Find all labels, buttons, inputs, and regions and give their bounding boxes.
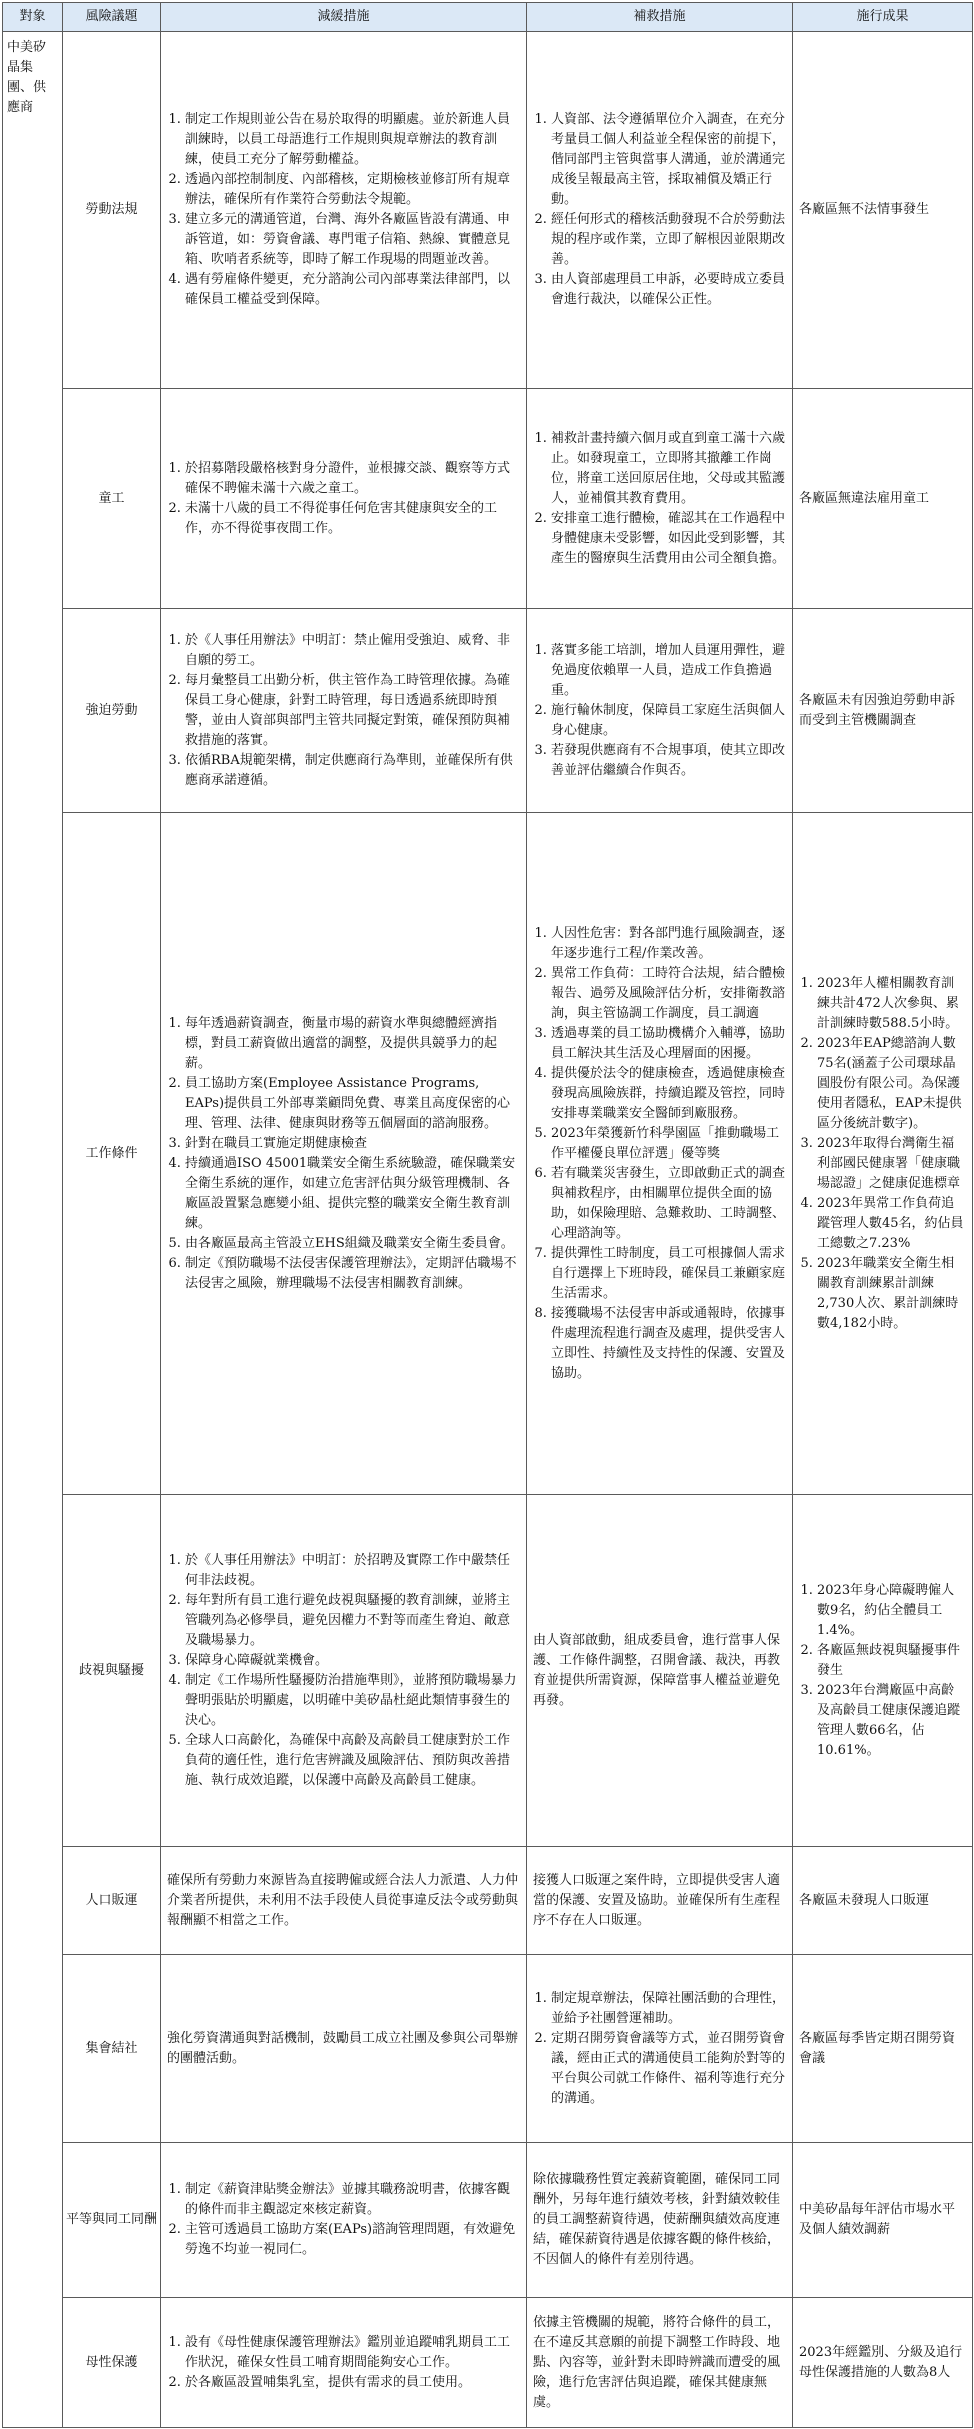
list-item: 3. 依循RBA規範架構，制定供應商行為準則，並確保所有供應商承諾遵循。 <box>185 751 520 791</box>
list-item: 1. 落實多能工培訓，增加人員運用彈性，避免過度依賴單一人員，造成工作負擔過重。 <box>551 641 786 701</box>
list-item: 1. 人資部、法令遵循單位介入調查，在充分考量員工個人利益並全程保密的前提下，偕同部門主管與當事人溝通，並於溝通完成後呈報最高主管，採取補償及矯正行動。 <box>551 110 786 210</box>
list-item: 3. 若發現供應商有不合規事項，使其立即改善並評估繼續合作與否。 <box>551 741 786 781</box>
table-row <box>3 609 973 813</box>
list-item: 2. 每年對所有員工進行避免歧視與騷擾的教育訓練，並將主管職列為必修學員，避免因權力不對等而產生脅迫、敵意及職場暴力。 <box>185 1591 520 1651</box>
mitigation-cell <box>161 609 527 813</box>
table-row <box>3 32 973 389</box>
list-item: 2. 定期召開勞資會議等方式，並召開勞資會議，經由正式的溝通使員工能夠於對等的平台與公司就工作條件、福利等進行充分的溝通。 <box>551 2029 786 2109</box>
list-item: 4. 提供優於法令的健康檢查，透過健康檢查發現高風險族群，持續追蹤及管控，同時安排專業職業安全醫師到廠服務。 <box>551 1064 786 1124</box>
list-item: 2. 未滿十八歲的員工不得從事任何危害其健康與安全的工作，亦不得從事夜間工作。 <box>185 499 520 539</box>
result-text: 中美矽晶每年評估市場水平及個人績效調薪 <box>799 2202 956 2237</box>
remediation-text: 依據主管機關的規範，將符合條件的員工，在不違反其意願的前提下調整工作時段、地點、內容等，並針對未即時辨識而遭受的風險，進行危害評估與追蹤，確保其健康無虞。 <box>533 2314 781 2410</box>
mitigation-cell <box>161 1847 527 1955</box>
list-item: 2. 安排童工進行體檢，確認其在工作過程中身體健康未受影響，如因此受到影響，其產生的醫療與生活費用由公司全額負擔。 <box>551 509 786 569</box>
result-text: 各廠區無違法雇用童工 <box>799 490 930 506</box>
list-item: 1. 2023年人權相關教育訓練共計472人次參與、累計訓練時數588.5小時。 <box>817 974 966 1034</box>
remediation-text: 由人資部啟動，組成委員會，進行當事人保護、工作條件調整，召開會議、裁決，再教育並提供所需資源，保障當事人權益並避免再發。 <box>533 1632 781 1708</box>
table-row <box>3 1847 973 1955</box>
list-item: 2. 2023年EAP總諮詢人數75名(涵蓋子公司環球晶圓股份有限公司。為保護使用者隱私，EAP未提供區分後統計數字)。 <box>817 1034 966 1134</box>
remediation-cell <box>527 32 793 389</box>
list-item: 1. 設有《母性健康保護管理辦法》鑑別並追蹤哺乳期員工工作狀況，確保女性員工哺育期間能夠安心工作。 <box>185 2333 520 2373</box>
result-text: 各廠區無不法情事發生 <box>799 202 930 217</box>
list-item: 2. 主管可透過員工協助方案(EAPs)諮詢管理問題，有效避免勞逸不均並一視同仁。 <box>185 2220 520 2260</box>
header-risk-issue: 風險議題 <box>63 3 161 32</box>
list-item: 3. 2023年台灣廠區中高齡及高齡員工健康保護追蹤管理人數66名，佔10.61%。 <box>817 1681 966 1761</box>
list-item: 2. 施行輪休制度，保障員工家庭生活與個人身心健康。 <box>551 701 786 741</box>
list-item: 6. 若有職業災害發生，立即啟動正式的調查與補救程序，由相關單位提供全面的協助，如保險理賠、急難救助、工時調整、心理諮詢等。 <box>551 1164 786 1244</box>
risk-issue-cell: 人口販運 <box>63 1847 161 1955</box>
list-item: 7. 提供彈性工時制度，員工可根據個人需求自行選擇上下班時段，確保員工兼顧家庭生活需求。 <box>551 1244 786 1304</box>
remediation-cell <box>527 1495 793 1847</box>
list-item: 4. 遇有勞雇條件變更，充分諮詢公司內部專業法律部門，以確保員工權益受到保障。 <box>185 270 520 310</box>
list-item: 3. 由人資部處理員工申訴，必要時成立委員會進行裁決，以確保公正性。 <box>551 270 786 310</box>
list-item: 1. 制定工作規則並公告在易於取得的明顯處。並於新進人員訓練時，以員工母語進行工作規則與規章辦法的教育訓練，使員工充分了解勞動權益。 <box>185 110 520 170</box>
results-cell <box>793 2143 973 2298</box>
results-cell <box>793 2298 973 2428</box>
table-row <box>3 2298 973 2428</box>
table-row <box>3 389 973 609</box>
header-subject: 對象 <box>3 3 63 32</box>
header-remediation: 補救措施 <box>527 3 793 32</box>
list-item: 1. 於《人事任用辦法》中明訂：禁止僱用受強迫、威脅、非自願的勞工。 <box>185 631 520 671</box>
table-row <box>3 1955 973 2143</box>
risk-issue-cell: 歧視與騷擾 <box>63 1495 161 1847</box>
remediation-text: 接獲人口販運之案件時，立即提供受害人適當的保護、安置及協助。並確保所有生產程序不存在人口販運。 <box>533 1872 781 1928</box>
list-item: 4. 持續通過ISO 45001職業安全衛生系統驗證，確保職業安全衛生系統的運作，如建立危害評估與分級管理機制、各廠區設置緊急應變小組、提供完整的職業安全衛生教育訓練。 <box>185 1154 520 1234</box>
header-results: 施行成果 <box>793 3 973 32</box>
results-cell <box>793 1847 973 1955</box>
header-mitigation: 減緩措施 <box>161 3 527 32</box>
results-cell <box>793 1955 973 2143</box>
table-row <box>3 813 973 1495</box>
mitigation-cell <box>161 2298 527 2428</box>
mitigation-cell <box>161 389 527 609</box>
list-item: 1. 2023年身心障礙聘僱人數9名，約佔全體員工1.4%。 <box>817 1581 966 1641</box>
list-item: 1. 於招募階段嚴格核對身分證件，並根據交談、觀察等方式確保不聘僱未滿十六歲之童工。 <box>185 459 520 499</box>
list-item: 1. 人因性危害：對各部門進行風險調查，逐年逐步進行工程/作業改善。 <box>551 924 786 964</box>
remediation-cell <box>527 1955 793 2143</box>
remediation-text: 除依據職務性質定義薪資範圍，確保同工同酬外，另每年進行績效考核，針對績效較佳的員工調整薪資待遇，使薪酬與績效高度連結，確保薪資待遇是依據客觀的條件核給，不因個人的條件有差別待遇。 <box>533 2172 781 2267</box>
mitigation-text: 確保所有勞動力來源皆為直接聘僱或經合法人力派遣、人力仲介業者所提供，未利用不法手段使人員從事違反法令或勞動與報酬顯不相當之工作。 <box>167 1872 519 1928</box>
list-item: 3. 透過專業的員工協助機構介入輔導，協助員工解決其生活及心理層面的困擾。 <box>551 1024 786 1064</box>
list-item: 1. 制定規章辦法，保障社團活動的合理性，並給予社團營運補助。 <box>551 1989 786 2029</box>
table-row <box>3 2143 973 2298</box>
list-item: 5. 由各廠區最高主管設立EHS組織及職業安全衛生委員會。 <box>185 1234 520 1254</box>
list-item: 3. 針對在職員工實施定期健康檢查 <box>185 1134 520 1154</box>
list-item: 3. 建立多元的溝通管道，台灣、海外各廠區皆設有溝通、申訴管道，如：勞資會議、專門電子信箱、熱線、實體意見箱、吹哨者系統等，即時了解工作現場的問題並改善。 <box>185 210 520 270</box>
risk-issue-cell: 母性保護 <box>63 2298 161 2428</box>
remediation-cell <box>527 1847 793 1955</box>
human-rights-risk-table <box>2 2 973 2428</box>
table-header-row <box>3 3 973 32</box>
list-item: 2. 透過內部控制制度、內部稽核，定期檢核並修訂所有規章辦法，確保所有作業符合勞動法令規範。 <box>185 170 520 210</box>
result-text: 各廠區未發現人口販運 <box>799 1892 930 1908</box>
list-item: 8. 接獲職場不法侵害申訴或通報時，依據事件處理流程進行調查及處理，提供受害人立即性、持續性及支持性的保護、安置及協助。 <box>551 1304 786 1384</box>
list-item: 5. 2023年職業安全衛生相關教育訓練累計訓練2,730人次、累計訓練時數4,182小時。 <box>817 1254 966 1334</box>
mitigation-cell <box>161 32 527 389</box>
risk-issue-cell: 工作條件 <box>63 813 161 1495</box>
list-item: 3. 保障身心障礙就業機會。 <box>185 1651 520 1671</box>
list-item: 3. 2023年取得台灣衛生福利部國民健康署「健康職場認證」之健康促進標章 <box>817 1134 966 1194</box>
results-cell <box>793 1495 973 1847</box>
results-cell <box>793 32 973 389</box>
list-item: 1. 每年透過薪資調查，衡量市場的薪資水準與總體經濟指標，對員工薪資做出適當的調整，及提供具競爭力的起薪。 <box>185 1014 520 1074</box>
mitigation-cell <box>161 1495 527 1847</box>
list-item: 1. 補救計畫持續六個月或直到童工滿十六歲止。如發現童工，立即將其撤離工作崗位，將童工送回原居住地，父母或其監護人，並補償其教育費用。 <box>551 429 786 509</box>
list-item: 5. 2023年榮獲新竹科學園區「推動職場工作平權優良單位評選」優等獎 <box>551 1124 786 1164</box>
mitigation-text: 強化勞資溝通與對話機制，鼓勵員工成立社團及參與公司舉辦的團體活動。 <box>167 2030 519 2066</box>
remediation-cell <box>527 389 793 609</box>
remediation-cell <box>527 609 793 813</box>
result-text: 各廠區每季皆定期召開勞資會議 <box>799 2030 956 2066</box>
remediation-cell <box>527 813 793 1495</box>
result-text: 2023年經鑑別、分級及追行母性保護措施的人數為8人 <box>799 2344 963 2380</box>
list-item: 2. 各廠區無歧視與騷擾事件發生 <box>817 1641 966 1681</box>
mitigation-cell <box>161 1955 527 2143</box>
remediation-cell <box>527 2298 793 2428</box>
list-item: 1. 制定《薪資津貼獎金辦法》並據其職務說明書，依據客觀的條件而非主觀認定來核定薪資。 <box>185 2180 520 2220</box>
list-item: 1. 於《人事任用辦法》中明訂：於招聘及實際工作中嚴禁任何非法歧視。 <box>185 1551 520 1591</box>
list-item: 4. 2023年異常工作負荷追蹤管理人數45名，約佔員工總數之7.23% <box>817 1194 966 1254</box>
list-item: 6. 制定《預防職場不法侵害保護管理辦法》，定期評估職場不法侵害之風險，辦理職場不法侵害相關教育訓練。 <box>185 1254 520 1294</box>
remediation-cell <box>527 2143 793 2298</box>
list-item: 2. 異常工作負荷：工時符合法規，結合體檢報告、過勞及風險評估分析，安排衛教諮詢，與主管協調工作調度，員工調適 <box>551 964 786 1024</box>
list-item: 2. 於各廠區設置哺集乳室，提供有需求的員工使用。 <box>185 2373 520 2393</box>
list-item: 2. 每月彙整員工出勤分析，供主管作為工時管理依據。為確保員工身心健康，針對工時管理，每日透過系統即時預警，並由人資部與部門主管共同擬定對策，確保預防與補救措施的落實。 <box>185 671 520 751</box>
risk-issue-cell: 童工 <box>63 389 161 609</box>
subject-cell: 中美矽晶集團、供應商 <box>3 32 63 2428</box>
result-text: 各廠區未有因強迫勞動申訴而受到主管機關調查 <box>799 692 956 728</box>
table-row <box>3 1495 973 1847</box>
results-cell <box>793 813 973 1495</box>
risk-issue-cell: 強迫勞動 <box>63 609 161 813</box>
list-item: 2. 經任何形式的稽核活動發現不合於勞動法規的程序或作業，立即了解根因並限期改善。 <box>551 210 786 270</box>
results-cell <box>793 389 973 609</box>
risk-issue-cell: 勞動法規 <box>63 32 161 389</box>
results-cell <box>793 609 973 813</box>
list-item: 5. 全球人口高齡化，為確保中高齡及高齡員工健康對於工作負荷的適任性，進行危害辨識及風險評估、預防與改善措施、執行成效追蹤，以保護中高齡及高齡員工健康。 <box>185 1731 520 1791</box>
risk-issue-cell: 平等與同工同酬 <box>63 2143 161 2298</box>
mitigation-cell <box>161 2143 527 2298</box>
mitigation-cell <box>161 813 527 1495</box>
risk-issue-cell: 集會結社 <box>63 1955 161 2143</box>
list-item: 2. 員工協助方案(Employee Assistance Programs, EAPs)提供員工外部專業顧問免費、專業且高度保密的心理、管理、法律、健康與財務等五個層面的諮詢服務。 <box>185 1074 520 1134</box>
list-item: 4. 制定《工作場所性騷擾防治措施準則》，並將預防職場暴力聲明張貼於明顯處，以明確中美矽晶杜絕此類情事發生的決心。 <box>185 1671 520 1731</box>
